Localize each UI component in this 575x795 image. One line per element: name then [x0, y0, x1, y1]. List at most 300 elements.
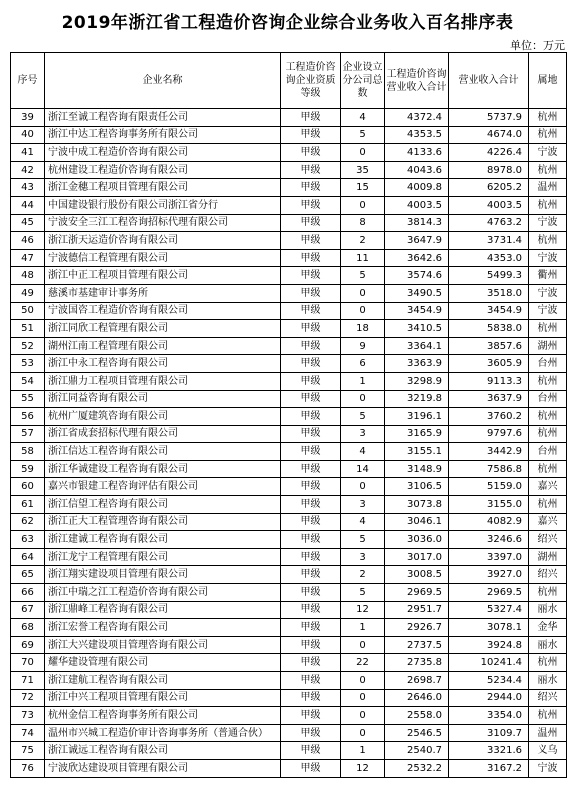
cell-seq: 53	[11, 355, 45, 373]
cell-grade: 甲级	[281, 408, 341, 426]
cell-seq: 55	[11, 390, 45, 408]
cell-city: 台州	[529, 443, 567, 461]
cell-city: 丽水	[529, 672, 567, 690]
cell-seq: 60	[11, 478, 45, 496]
header-city: 属地	[529, 53, 567, 109]
cell-grade: 甲级	[281, 636, 341, 654]
cell-company-name: 浙江鼎峰工程咨询有限公司	[45, 601, 281, 619]
cell-seq: 56	[11, 408, 45, 426]
cell-cost-revenue: 3219.8	[385, 390, 449, 408]
cell-company-name: 杭州广厦建筑咨询有限公司	[45, 408, 281, 426]
cell-total-revenue: 10241.4	[449, 654, 529, 672]
cell-grade: 甲级	[281, 109, 341, 127]
cell-city: 丽水	[529, 636, 567, 654]
cell-total-revenue: 5327.4	[449, 601, 529, 619]
cell-seq: 76	[11, 759, 45, 777]
cell-city: 衢州	[529, 267, 567, 285]
cell-company-name: 浙江诚远工程咨询有限公司	[45, 742, 281, 760]
table-row	[11, 408, 567, 426]
cell-cost-revenue: 2558.0	[385, 707, 449, 725]
cell-total-revenue: 4226.4	[449, 144, 529, 162]
cell-cost-revenue: 3814.3	[385, 214, 449, 232]
cell-cost-revenue: 3490.5	[385, 284, 449, 302]
cell-city: 金华	[529, 619, 567, 637]
cell-branches: 2	[341, 232, 385, 250]
cell-total-revenue: 5234.4	[449, 672, 529, 690]
unit-label: 单位：万元	[510, 39, 565, 52]
cell-cost-revenue: 2951.7	[385, 601, 449, 619]
cell-branches: 0	[341, 636, 385, 654]
cell-branches: 2	[341, 566, 385, 584]
cell-branches: 5	[341, 531, 385, 549]
cell-branches: 9	[341, 337, 385, 355]
cell-company-name: 浙江信望工程咨询有限公司	[45, 496, 281, 514]
cell-branches: 5	[341, 584, 385, 602]
cell-cost-revenue: 3298.9	[385, 372, 449, 390]
cell-seq: 66	[11, 584, 45, 602]
table-row	[11, 355, 567, 373]
cell-seq: 71	[11, 672, 45, 690]
cell-city: 湖州	[529, 548, 567, 566]
cell-city: 宁波	[529, 214, 567, 232]
cell-seq: 59	[11, 460, 45, 478]
cell-city: 嘉兴	[529, 478, 567, 496]
cell-branches: 0	[341, 196, 385, 214]
cell-cost-revenue: 2646.0	[385, 689, 449, 707]
cell-seq: 68	[11, 619, 45, 637]
cell-total-revenue: 4353.0	[449, 249, 529, 267]
cell-branches: 35	[341, 161, 385, 179]
cell-total-revenue: 2969.5	[449, 584, 529, 602]
cell-total-revenue: 4003.5	[449, 196, 529, 214]
cell-company-name: 慈溪市基建审计事务所	[45, 284, 281, 302]
cell-grade: 甲级	[281, 144, 341, 162]
cell-grade: 甲级	[281, 443, 341, 461]
cell-total-revenue: 3924.8	[449, 636, 529, 654]
cell-grade: 甲级	[281, 302, 341, 320]
table-header-row	[11, 53, 567, 109]
cell-total-revenue: 3321.6	[449, 742, 529, 760]
table-row	[11, 548, 567, 566]
cell-city: 湖州	[529, 337, 567, 355]
cell-company-name: 浙江中永工程咨询有限公司	[45, 355, 281, 373]
cell-city: 宁波	[529, 284, 567, 302]
cell-branches: 0	[341, 672, 385, 690]
cell-city: 宁波	[529, 302, 567, 320]
cell-company-name: 浙江大兴建设项目管理咨询有限公司	[45, 636, 281, 654]
page-title: 2019年浙江省工程造价咨询企业综合业务收入百名排序表	[61, 13, 514, 33]
cell-company-name: 浙江信达工程咨询有限公司	[45, 443, 281, 461]
cell-grade: 甲级	[281, 478, 341, 496]
cell-company-name: 湖州江南工程管理有限公司	[45, 337, 281, 355]
table-row	[11, 425, 567, 443]
cell-total-revenue: 7586.8	[449, 460, 529, 478]
cell-branches: 5	[341, 408, 385, 426]
cell-cost-revenue: 3036.0	[385, 531, 449, 549]
cell-grade: 甲级	[281, 249, 341, 267]
table-row	[11, 179, 567, 197]
cell-city: 杭州	[529, 161, 567, 179]
cell-branches: 12	[341, 601, 385, 619]
cell-city: 义乌	[529, 742, 567, 760]
cell-grade: 甲级	[281, 513, 341, 531]
cell-seq: 62	[11, 513, 45, 531]
cell-grade: 甲级	[281, 724, 341, 742]
cell-grade: 甲级	[281, 284, 341, 302]
cell-grade: 甲级	[281, 214, 341, 232]
header-branches: 企业设立分公司总数	[341, 53, 385, 109]
cell-cost-revenue: 2698.7	[385, 672, 449, 690]
table-row	[11, 284, 567, 302]
cell-company-name: 宁波欣达建设项目管理有限公司	[45, 759, 281, 777]
table-row	[11, 267, 567, 285]
cell-company-name: 浙江金穗工程项目管理有限公司	[45, 179, 281, 197]
cell-total-revenue: 3731.4	[449, 232, 529, 250]
cell-cost-revenue: 4043.6	[385, 161, 449, 179]
cell-grade: 甲级	[281, 707, 341, 725]
cell-city: 杭州	[529, 460, 567, 478]
cell-city: 丽水	[529, 601, 567, 619]
table-row	[11, 460, 567, 478]
cell-seq: 74	[11, 724, 45, 742]
table-row	[11, 566, 567, 584]
cell-branches: 22	[341, 654, 385, 672]
cell-branches: 6	[341, 355, 385, 373]
cell-company-name: 浙江正大工程管理咨询有限公司	[45, 513, 281, 531]
cell-seq: 40	[11, 126, 45, 144]
cell-cost-revenue: 2737.5	[385, 636, 449, 654]
cell-seq: 47	[11, 249, 45, 267]
table-row	[11, 601, 567, 619]
cell-seq: 54	[11, 372, 45, 390]
cell-city: 宁波	[529, 144, 567, 162]
cell-cost-revenue: 3364.1	[385, 337, 449, 355]
cell-city: 温州	[529, 724, 567, 742]
cell-company-name: 杭州建设工程造价咨询有限公司	[45, 161, 281, 179]
cell-cost-revenue: 4353.5	[385, 126, 449, 144]
cell-branches: 1	[341, 619, 385, 637]
cell-company-name: 浙江鼎力工程项目管理有限公司	[45, 372, 281, 390]
cell-branches: 14	[341, 460, 385, 478]
cell-company-name: 浙江宏誉工程咨询有限公司	[45, 619, 281, 637]
cell-total-revenue: 3354.0	[449, 707, 529, 725]
cell-city: 杭州	[529, 372, 567, 390]
cell-city: 杭州	[529, 126, 567, 144]
cell-total-revenue: 4674.0	[449, 126, 529, 144]
cell-total-revenue: 3857.6	[449, 337, 529, 355]
cell-branches: 5	[341, 267, 385, 285]
table-row	[11, 654, 567, 672]
cell-branches: 12	[341, 759, 385, 777]
cell-branches: 0	[341, 689, 385, 707]
table-row	[11, 161, 567, 179]
cell-city: 台州	[529, 355, 567, 373]
cell-company-name: 浙江中兴工程项目管理有限公司	[45, 689, 281, 707]
cell-seq: 49	[11, 284, 45, 302]
cell-grade: 甲级	[281, 372, 341, 390]
table-row	[11, 742, 567, 760]
cell-cost-revenue: 3148.9	[385, 460, 449, 478]
cell-city: 绍兴	[529, 531, 567, 549]
ranking-table	[10, 52, 567, 778]
table-row	[11, 672, 567, 690]
cell-city: 温州	[529, 179, 567, 197]
cell-city: 杭州	[529, 654, 567, 672]
cell-cost-revenue: 3165.9	[385, 425, 449, 443]
cell-company-name: 浙江龙宁工程管理有限公司	[45, 548, 281, 566]
header-total-revenue: 营业收入合计	[449, 53, 529, 109]
cell-city: 宁波	[529, 249, 567, 267]
header-seq: 序号	[11, 53, 45, 109]
cell-branches: 4	[341, 513, 385, 531]
cell-total-revenue: 2944.0	[449, 689, 529, 707]
cell-seq: 67	[11, 601, 45, 619]
cell-cost-revenue: 3046.1	[385, 513, 449, 531]
cell-city: 杭州	[529, 496, 567, 514]
cell-grade: 甲级	[281, 196, 341, 214]
cell-company-name: 宁波德信工程管理有限公司	[45, 249, 281, 267]
cell-cost-revenue: 2926.7	[385, 619, 449, 637]
cell-company-name: 嘉兴市银建工程咨询评估有限公司	[45, 478, 281, 496]
cell-company-name: 浙江中正工程项目管理有限公司	[45, 267, 281, 285]
cell-grade: 甲级	[281, 179, 341, 197]
cell-branches: 3	[341, 548, 385, 566]
cell-cost-revenue: 2969.5	[385, 584, 449, 602]
cell-company-name: 浙江中达工程咨询事务所有限公司	[45, 126, 281, 144]
cell-total-revenue: 9113.3	[449, 372, 529, 390]
cell-seq: 46	[11, 232, 45, 250]
table-row	[11, 496, 567, 514]
cell-branches: 1	[341, 742, 385, 760]
cell-company-name: 耀华建设管理有限公司	[45, 654, 281, 672]
header-grade: 工程造价咨询企业资质等级	[281, 53, 341, 109]
cell-company-name: 浙江中瑞之江工程造价咨询有限公司	[45, 584, 281, 602]
cell-city: 绍兴	[529, 689, 567, 707]
cell-grade: 甲级	[281, 425, 341, 443]
cell-total-revenue: 3637.9	[449, 390, 529, 408]
cell-seq: 48	[11, 267, 45, 285]
cell-branches: 15	[341, 179, 385, 197]
cell-seq: 52	[11, 337, 45, 355]
cell-company-name: 宁波国咨工程造价咨询有限公司	[45, 302, 281, 320]
cell-branches: 4	[341, 109, 385, 127]
cell-seq: 42	[11, 161, 45, 179]
cell-cost-revenue: 4372.4	[385, 109, 449, 127]
cell-cost-revenue: 3017.0	[385, 548, 449, 566]
cell-company-name: 温州市兴城工程造价审计咨询事务所（普通合伙）	[45, 724, 281, 742]
cell-cost-revenue: 2546.5	[385, 724, 449, 742]
table-row	[11, 759, 567, 777]
cell-seq: 50	[11, 302, 45, 320]
cell-grade: 甲级	[281, 355, 341, 373]
cell-seq: 75	[11, 742, 45, 760]
table-row	[11, 513, 567, 531]
table-row	[11, 109, 567, 127]
cell-company-name: 宁波安全三江工程咨询招标代理有限公司	[45, 214, 281, 232]
cell-cost-revenue: 4133.6	[385, 144, 449, 162]
cell-cost-revenue: 3574.6	[385, 267, 449, 285]
cell-grade: 甲级	[281, 689, 341, 707]
cell-branches: 0	[341, 284, 385, 302]
table-row	[11, 619, 567, 637]
table-row	[11, 584, 567, 602]
cell-grade: 甲级	[281, 584, 341, 602]
cell-cost-revenue: 3410.5	[385, 320, 449, 338]
cell-city: 杭州	[529, 707, 567, 725]
cell-branches: 8	[341, 214, 385, 232]
cell-company-name: 中国建设银行股份有限公司浙江省分行	[45, 196, 281, 214]
cell-total-revenue: 6205.2	[449, 179, 529, 197]
cell-branches: 0	[341, 390, 385, 408]
cell-city: 杭州	[529, 584, 567, 602]
cell-branches: 1	[341, 372, 385, 390]
cell-branches: 0	[341, 707, 385, 725]
cell-total-revenue: 3760.2	[449, 408, 529, 426]
cell-total-revenue: 3155.0	[449, 496, 529, 514]
cell-branches: 4	[341, 443, 385, 461]
cell-cost-revenue: 3073.8	[385, 496, 449, 514]
cell-grade: 甲级	[281, 390, 341, 408]
cell-grade: 甲级	[281, 460, 341, 478]
cell-seq: 57	[11, 425, 45, 443]
cell-total-revenue: 3078.1	[449, 619, 529, 637]
cell-grade: 甲级	[281, 267, 341, 285]
table-row	[11, 531, 567, 549]
cell-cost-revenue: 2532.2	[385, 759, 449, 777]
cell-grade: 甲级	[281, 232, 341, 250]
cell-seq: 72	[11, 689, 45, 707]
cell-total-revenue: 9797.6	[449, 425, 529, 443]
cell-cost-revenue: 3008.5	[385, 566, 449, 584]
cell-grade: 甲级	[281, 548, 341, 566]
cell-branches: 0	[341, 302, 385, 320]
cell-grade: 甲级	[281, 742, 341, 760]
cell-city: 宁波	[529, 759, 567, 777]
table-row	[11, 390, 567, 408]
cell-grade: 甲级	[281, 566, 341, 584]
table-row	[11, 337, 567, 355]
cell-city: 杭州	[529, 196, 567, 214]
cell-city: 台州	[529, 390, 567, 408]
cell-cost-revenue: 4009.8	[385, 179, 449, 197]
table-row	[11, 636, 567, 654]
table-row	[11, 372, 567, 390]
table-row	[11, 707, 567, 725]
cell-city: 绍兴	[529, 566, 567, 584]
cell-company-name: 浙江至诚工程咨询有限责任公司	[45, 109, 281, 127]
cell-grade: 甲级	[281, 619, 341, 637]
table-row	[11, 214, 567, 232]
table-row	[11, 724, 567, 742]
cell-grade: 甲级	[281, 161, 341, 179]
cell-seq: 63	[11, 531, 45, 549]
cell-cost-revenue: 2735.8	[385, 654, 449, 672]
table-row	[11, 443, 567, 461]
cell-seq: 43	[11, 179, 45, 197]
cell-total-revenue: 3167.2	[449, 759, 529, 777]
cell-city: 杭州	[529, 232, 567, 250]
cell-company-name: 杭州金信工程咨询事务所有限公司	[45, 707, 281, 725]
cell-company-name: 浙江浙天运造价咨询有限公司	[45, 232, 281, 250]
cell-company-name: 浙江建航工程咨询有限公司	[45, 672, 281, 690]
cell-company-name: 浙江同益咨询有限公司	[45, 390, 281, 408]
cell-company-name: 宁波中成工程造价咨询有限公司	[45, 144, 281, 162]
cell-total-revenue: 8978.0	[449, 161, 529, 179]
cell-grade: 甲级	[281, 496, 341, 514]
cell-total-revenue: 3442.9	[449, 443, 529, 461]
cell-cost-revenue: 3106.5	[385, 478, 449, 496]
cell-grade: 甲级	[281, 531, 341, 549]
cell-grade: 甲级	[281, 337, 341, 355]
cell-total-revenue: 3518.0	[449, 284, 529, 302]
cell-city: 杭州	[529, 408, 567, 426]
cell-company-name: 浙江翔实建设项目管理有限公司	[45, 566, 281, 584]
cell-seq: 51	[11, 320, 45, 338]
cell-seq: 64	[11, 548, 45, 566]
cell-total-revenue: 5159.0	[449, 478, 529, 496]
header-cost-revenue: 工程造价咨询营业收入合计	[385, 53, 449, 109]
cell-cost-revenue: 3647.9	[385, 232, 449, 250]
cell-total-revenue: 4763.2	[449, 214, 529, 232]
cell-grade: 甲级	[281, 320, 341, 338]
cell-branches: 0	[341, 478, 385, 496]
cell-branches: 0	[341, 724, 385, 742]
cell-city: 杭州	[529, 109, 567, 127]
cell-city: 嘉兴	[529, 513, 567, 531]
cell-total-revenue: 3246.6	[449, 531, 529, 549]
cell-seq: 58	[11, 443, 45, 461]
cell-seq: 65	[11, 566, 45, 584]
cell-total-revenue: 3927.0	[449, 566, 529, 584]
table-row	[11, 126, 567, 144]
cell-seq: 61	[11, 496, 45, 514]
cell-total-revenue: 5499.3	[449, 267, 529, 285]
header-name: 企业名称	[45, 53, 281, 109]
cell-company-name: 浙江省成套招标代理有限公司	[45, 425, 281, 443]
cell-grade: 甲级	[281, 601, 341, 619]
cell-branches: 11	[341, 249, 385, 267]
cell-branches: 5	[341, 126, 385, 144]
table-row	[11, 196, 567, 214]
cell-cost-revenue: 3196.1	[385, 408, 449, 426]
table-row	[11, 320, 567, 338]
cell-seq: 45	[11, 214, 45, 232]
cell-cost-revenue: 3454.9	[385, 302, 449, 320]
cell-grade: 甲级	[281, 126, 341, 144]
table-row	[11, 249, 567, 267]
cell-company-name: 浙江建诚工程咨询有限公司	[45, 531, 281, 549]
cell-company-name: 浙江华诚建设工程咨询有限公司	[45, 460, 281, 478]
table-row	[11, 478, 567, 496]
table-row	[11, 689, 567, 707]
cell-grade: 甲级	[281, 654, 341, 672]
cell-total-revenue: 5838.0	[449, 320, 529, 338]
cell-cost-revenue: 2540.7	[385, 742, 449, 760]
cell-total-revenue: 3397.0	[449, 548, 529, 566]
cell-city: 杭州	[529, 425, 567, 443]
cell-total-revenue: 5737.9	[449, 109, 529, 127]
cell-seq: 70	[11, 654, 45, 672]
table-row	[11, 302, 567, 320]
cell-seq: 73	[11, 707, 45, 725]
cell-seq: 44	[11, 196, 45, 214]
table-row	[11, 232, 567, 250]
cell-total-revenue: 4082.9	[449, 513, 529, 531]
cell-grade: 甲级	[281, 672, 341, 690]
table-row	[11, 144, 567, 162]
cell-branches: 18	[341, 320, 385, 338]
cell-cost-revenue: 3155.1	[385, 443, 449, 461]
